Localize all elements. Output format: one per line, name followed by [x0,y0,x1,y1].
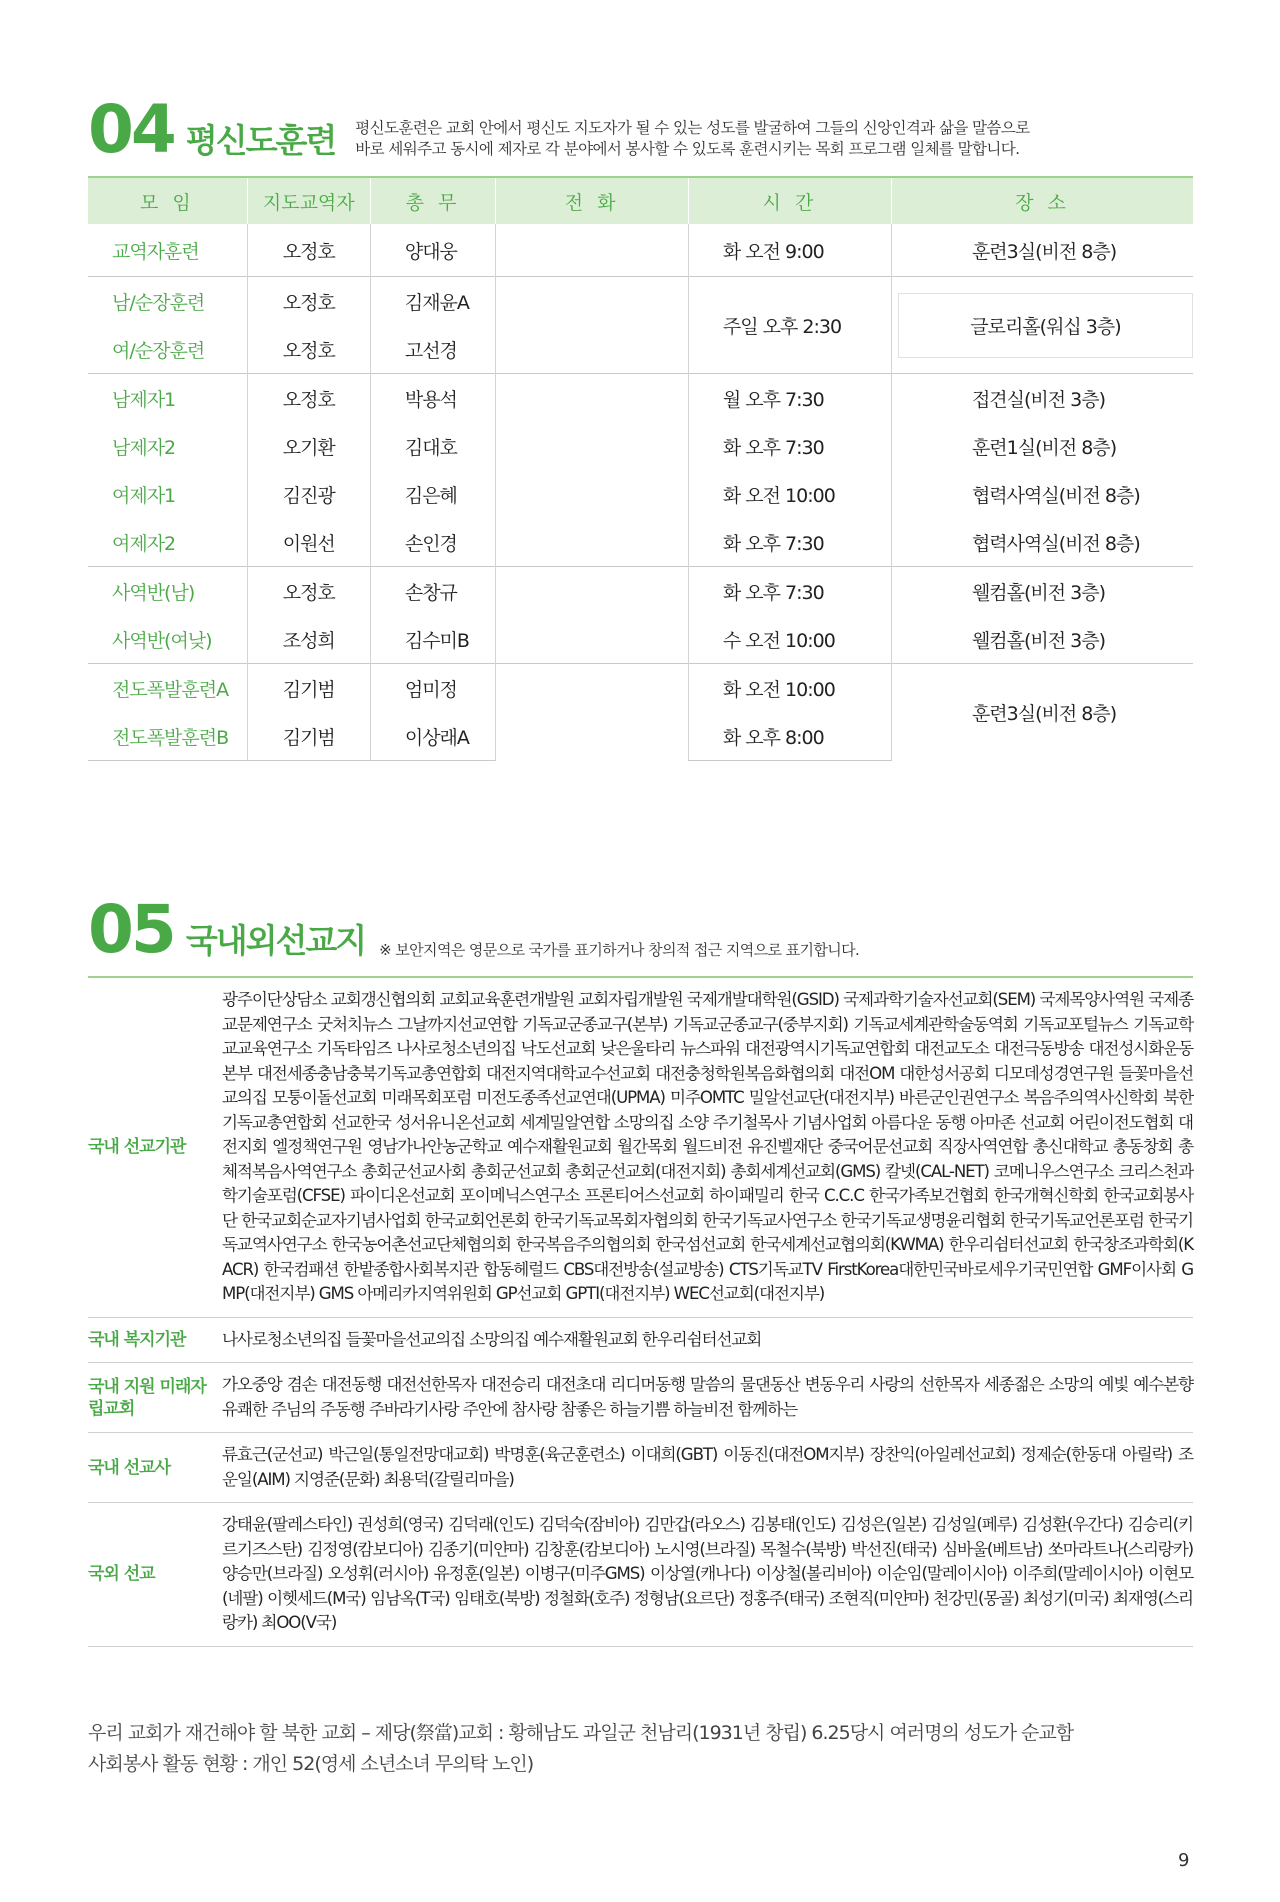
section-04-header [88,91,1030,168]
section-04-description: 평신도훈련은 교회 안에서 평신도 지도자가 될 수 있는 성도를 발굴하여 그들의 신앙인격과 삶을 말씀으로 바로 세워주고 동시에 제자로 각 분야에서 봉사할 수 있도록 훈련시키는 목회 프로그램 일체를 말합니다. [355,119,1030,158]
missions-list [88,976,1193,1647]
header-leader: 지도교역자 [247,177,370,224]
mission-text: 류효근(군선교) 박근일(통일전망대교회) 박명훈(육군훈련소) 이대희(GBT) 이동진(대전OM지부) 장찬익(아일레선교회) 정제순(한동대 아릴락) 조운일(AIM) 지영준(문화) 최용덕(갈릴리마을) [222,1445,1193,1489]
section-05-number: 05 [88,891,174,968]
mission-label: 국내 지원 미래자립교회 [88,1376,206,1419]
table-row: 전도폭발훈련A 김기범 엄미정 화 오전 10:00 훈련3실(비전 8층) [88,664,1193,713]
table-row: 남제자2 오기환 김대호 화 오후 7:30 훈련1실(비전 8층) [88,422,1193,470]
section-05-note: ※ 보안지역은 영문으로 국가를 표기하거나 창의적 접근 지역으로 표기합니다. [379,941,860,959]
mission-label: 국내 선교사 [88,1457,171,1478]
table-row: 사역반(남) 오정호 손창규 화 오후 7:30 웰컴홀(비전 3층) [88,567,1193,616]
header-phone: 전 화 [496,177,689,224]
section-05-header [88,891,860,968]
mission-text: 가오중앙 겸손 대전동행 대전선한목자 대전승리 대전초대 리디머동행 말씀의 물댄동산 변동우리 사랑의 선한목자 세종젊은 소망의 예빛 예수본향 유쾌한 주님의 주동행 주바라기사랑 주안에 참사랑 참좋은 하늘기쁨 하늘비전 함께하는 [222,1375,1193,1419]
mission-text: 나사로청소년의집 들꽃마을선교의집 소망의집 예수재활원교회 한우리쉼터선교회 [222,1329,762,1349]
list-item [88,1503,1193,1647]
table-row: 여/순장훈련 오정호 고선경 [88,325,1193,374]
list-item [88,978,1193,1318]
table-row: 남제자1 오정호 박용석 월 오후 7:30 접견실(비전 3층) [88,374,1193,423]
table-row: 남/순장훈련 오정호 김재윤A 주일 오후 2:30 글로리홀(워십 3층) [88,277,1193,326]
table-row: 사역반(여낮) 조성희 김수미B 수 오전 10:00 웰컴홀(비전 3층) [88,615,1193,664]
mission-label: 국내 복지기관 [88,1329,186,1350]
list-item [88,1363,1193,1433]
table-row: 전도폭발훈련B 김기범 이상래A 화 오후 8:00 [88,712,1193,761]
table-header-row [88,177,1193,224]
section-04-number: 04 [88,91,174,168]
mission-text: 강태윤(팔레스타인) 권성희(영국) 김덕래(인도) 김덕숙(잠비아) 김만갑(라오스) 김봉태(인도) 김성은(일본) 김성일(페루) 김성환(우간다) 김승리(키르기즈스탄) 김정영(캄보디아) 김종기(미얀마) 김창훈(캄보디아) 노시영(브라질) 목철수(북방) 박선진(태국) 심바울(베트남) 쏘마라트나(스리랑카) 양승만(브라질) 오성휘(러시아) 유정훈(일본) 이병구(미주GMS) 이상열(캐나다) 이상철(볼리비아) 이순임(말레이시아) 이주희(말레이시아) 이현모(네팔) 이헷세드(M국) 임남옥(T국) 임태호(북방) 정철화(호주) 정형남(요르단) 정홍주(태국) 조현직(미얀마) 천강민(몽골) 최성기(미국) 최재영(스리랑카) 최OO(V국) [222,1515,1193,1632]
header-time: 시 간 [688,177,891,224]
table-row: 교역자훈련 오정호 양대웅 화 오전 9:00 훈련3실(비전 8층) [88,224,1193,277]
mission-text: 광주이단상담소 교회갱신협의회 교회교육훈련개발원 교회자립개발원 국제개발대학원(GSID) 국제과학기술자선교회(SEM) 국제목양사역원 국제종교문제연구소 굿처치뉴스 그날까지선교연합 기독교군종교구(본부) 기독교군종교구(중부지회) 기독교세계관학술동역회 기독교포털뉴스 기독교학교교육연구소 기독타임즈 나사로청소년의집 낙도선교회 낮은울타리 뉴스파워 대전광역시기독교연합회 대전교도소 대전극동방송 대전성시화운동본부 대전세종충남충북기독교총연합회 대전지역대학교수선교회 대전충청학원복음화협의회 대전OM 대한성서공회 디모데성경연구원 들꽃마을선교의집 모퉁이돌선교회 미래목회포럼 미전도종족선교연대(UPMA) 미주OMTC 밀알선교단(대전지부) 바른군인권연구소 복음주의역사신학회 북한기독교총연합회 선교한국 성서유니온선교회 세계밀알연합 소망의집 소양 주기철목사 기념사업회 아름다운 동행 아마존 선교회 어린이전도협회 대전지회 엘정책연구원 영남가나안농군학교 예수재활원교회 월간목회 월드비전 유진벨재단 중국어문선교회 직장사역연합 총신대학교 총동창회 총체적복음사역연구소 총회군선교사회 총회군선교회 총회군선교회(대전지회) 총회세계선교회(GMS) 칼넷(CAL-NET) 코메니우스연구소 크리스천과학기술포럼(CFSE) 파이디온선교회 포이메닉스연구소 프론티어스선교회 하이패밀리 한국 C.C.C 한국가족보건협회 한국개혁신학회 한국교회봉사단 한국교회순교자기념사업회 한국교회언론회 한국기독교목회자협의회 한국기독교사연구소 한국기독교생명윤리협회 한국기독교언론포럼 한국기독교역사연구소 한국농어촌선교단체협의회 한국복음주의협의회 한국섬선교회 한국세계선교협의회(KWMA) 한우리쉼터선교회 한국창조과학회(KACR) 한국컴패션 한밭종합사회복지관 합동헤럴드 CBS대전방송(설교방송) CTS기독교TV FirstKorea대한민국바로세우기국민연합 GMF이사회 GMP(대전지부) GMS 아메리카지역위원회 GP선교회 GPTI(대전지부) WEC선교회(대전지부) [222,990,1193,1303]
footer-note [88,1718,1073,1780]
training-table [88,176,1193,761]
list-item [88,1318,1193,1364]
table-row: 여제자2 이원선 손인경 화 오후 7:30 협력사역실(비전 8층) [88,518,1193,567]
social-service-note: 사회봉사 활동 현황 : 개인 52(영세 소년소녀 무의탁 노인) [88,1753,534,1775]
list-item [88,1433,1193,1503]
header-place: 장 소 [891,177,1193,224]
header-group: 모 임 [88,177,247,224]
mission-label: 국외 선교 [88,1564,155,1585]
table-row: 여제자1 김진광 김은혜 화 오전 10:00 협력사역실(비전 8층) [88,470,1193,518]
header-manager: 총 무 [370,177,495,224]
section-04-title: 평신도훈련 [185,121,336,160]
page-number: 9 [1178,1850,1190,1871]
section-05-title: 국내외선교지 [185,921,366,960]
mission-label: 국내 선교기관 [88,1137,186,1158]
north-korea-church-note: 우리 교회가 재건해야 할 북한 교회 – 제당(祭當)교회 : 황해남도 과일군 천남리(1931년 창립) 6.25당시 여러명의 성도가 순교함 [88,1722,1074,1744]
